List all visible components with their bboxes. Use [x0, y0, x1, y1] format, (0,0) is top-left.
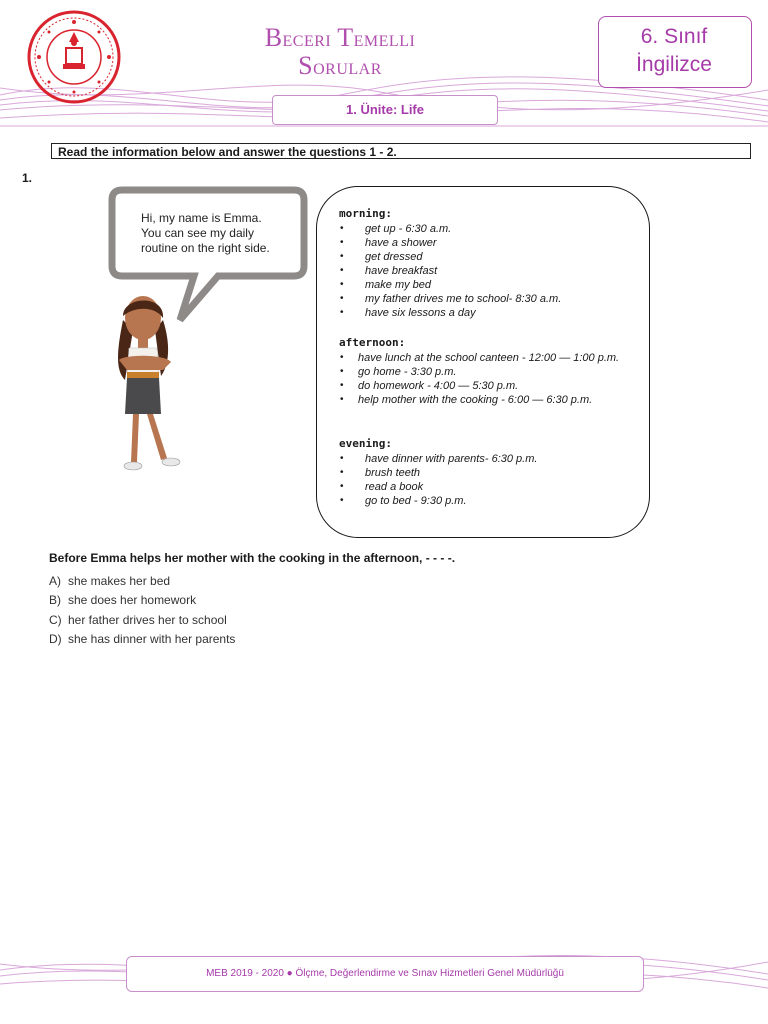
evening-heading: evening:: [339, 437, 392, 450]
evening-activity: go to bed - 9:30 p.m.: [365, 495, 467, 507]
evening-activity: brush teeth: [365, 467, 421, 479]
bullet-icon: •: [340, 380, 344, 391]
subject-label: İngilizce: [636, 53, 712, 76]
emma-character-illustration: [105, 290, 190, 480]
bullet-icon: •: [340, 495, 344, 506]
instruction-box: Read the information below and answer the questions 1 - 2.: [51, 143, 751, 159]
morning-activity: get up - 6:30 a.m.: [365, 223, 452, 235]
option-text: she does her homework: [68, 593, 197, 608]
bullet-icon: •: [340, 293, 344, 304]
bullet-icon: •: [340, 265, 344, 276]
bullet-icon: •: [340, 251, 344, 262]
footer-credit: MEB 2019 - 2020 ● Ölçme, Değerlendirme ve Sınav Hizmetleri Genel Müdürlüğü: [126, 956, 644, 992]
ministry-seal-logo: [27, 10, 121, 104]
bullet-icon: •: [340, 223, 344, 234]
bullet-icon: •: [340, 352, 344, 363]
bullet-icon: •: [340, 481, 344, 492]
afternoon-activity: do homework - 4:00 — 5:30 p.m.: [358, 380, 519, 392]
answer-option[interactable]: [49, 593, 196, 607]
bullet-icon: •: [340, 453, 344, 464]
option-letter: B): [49, 593, 61, 608]
afternoon-activity: go home - 3:30 p.m.: [358, 366, 457, 378]
bullet-icon: •: [340, 279, 344, 290]
bullet-icon: •: [340, 394, 344, 405]
morning-activity: have six lessons a day: [365, 307, 476, 319]
option-text: her father drives her to school: [68, 612, 227, 627]
option-letter: C): [49, 612, 62, 627]
option-letter: A): [49, 574, 61, 588]
bullet-icon: •: [340, 307, 344, 318]
bullet-icon: •: [340, 237, 344, 248]
morning-activity: have breakfast: [365, 265, 438, 277]
answer-option[interactable]: [49, 574, 170, 588]
afternoon-activity: help mother with the cooking - 6:00 — 6:30 p.m.: [358, 394, 593, 406]
morning-activity: get dressed: [365, 251, 423, 263]
answer-option[interactable]: [49, 632, 235, 646]
afternoon-activity: have lunch at the school canteen - 12:00 — 1:00 p.m.: [358, 352, 620, 364]
option-text: she has dinner with her parents: [68, 631, 236, 646]
unit-title: 1. Ünite: Life: [272, 95, 498, 125]
question-number: 1.: [22, 171, 33, 185]
answer-option[interactable]: [49, 613, 227, 627]
option-text: she makes her bed: [68, 574, 171, 588]
grade-label: 6. Sınıf: [640, 25, 708, 48]
morning-activity: my father drives me to school- 8:30 a.m.: [365, 293, 562, 305]
option-letter: D): [49, 631, 62, 646]
series-title: BECERI TEMELLI SORULAR: [264, 23, 416, 80]
bullet-icon: •: [340, 467, 344, 478]
bullet-icon: •: [340, 366, 344, 377]
morning-activity: have a shower: [365, 237, 437, 249]
speech-bubble-text: Hi, my name is Emma. You can see my daily routine on the right side.: [141, 211, 270, 255]
afternoon-heading: afternoon:: [339, 336, 406, 349]
evening-activity: read a book: [365, 481, 424, 493]
evening-activity: have dinner with parents- 6:30 p.m.: [365, 453, 538, 465]
question-stem: Before Emma helps her mother with the cooking in the afternoon, - - - -.: [49, 551, 456, 565]
morning-heading: morning:: [339, 207, 392, 220]
morning-activity: make my bed: [365, 279, 432, 291]
